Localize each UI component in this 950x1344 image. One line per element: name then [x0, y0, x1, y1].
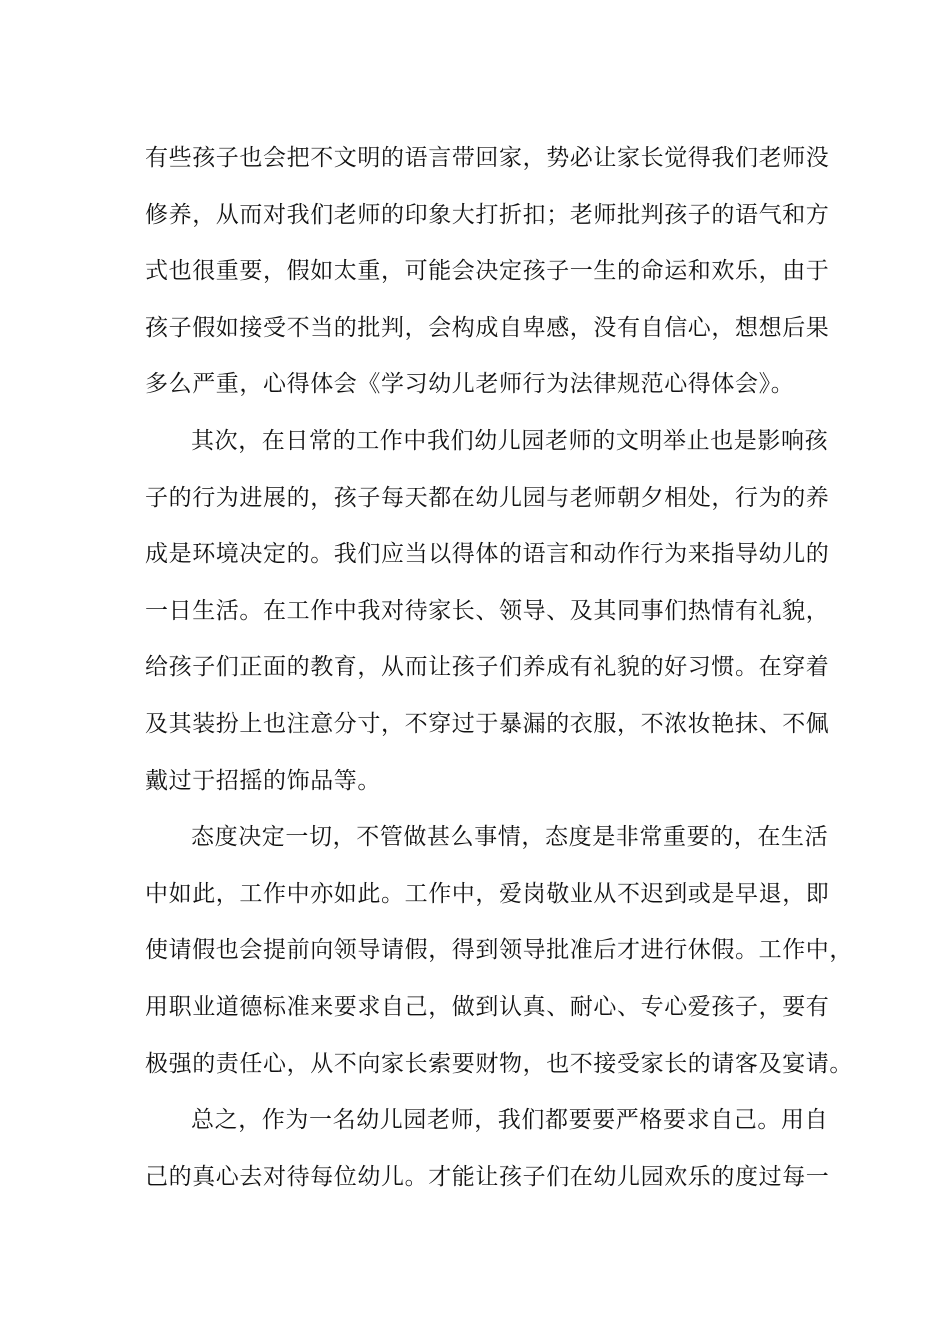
document-body [145, 130, 853, 1205]
text-line: 孩子假如接受不当的批判，会构成自卑感，没有自信心，想想后果 [145, 314, 830, 341]
text-line: 给孩子们正面的教育，从而让孩子们养成有礼貌的好习惯。在穿着 [145, 654, 830, 681]
text-line: 戴过于招摇的饰品等。 [145, 767, 381, 794]
paragraph-3 [145, 809, 853, 1092]
text-line: 多么严重，心得体会《学习幼儿老师行为法律规范心得体会》。 [145, 371, 795, 398]
text-line: 使请假也会提前向领导请假，得到领导批准后才进行休假。工作中， [145, 937, 853, 964]
text-line: 成是环境决定的。我们应当以得体的语言和动作行为来指导幼儿的 [145, 541, 830, 568]
text-line: 修养，从而对我们老师的印象大打折扣；老师批判孩子的语气和方 [145, 201, 830, 228]
text-line-indented: 其次，在日常的工作中我们幼儿园老师的文明举止也是影响孩 [191, 427, 829, 454]
paragraph-1 [145, 130, 845, 413]
text-line: 有些孩子也会把不文明的语言带回家，势必让家长觉得我们老师没 [145, 145, 830, 171]
text-line: 子的行为进展的，孩子每天都在幼儿园与老师朝夕相处，行为的养 [145, 484, 830, 511]
text-line: 式也很重要，假如太重，可能会决定孩子一生的命运和欢乐，由于 [145, 258, 830, 285]
text-line-indented: 态度决定一切，不管做甚么事情，态度是非常重要的，在生活 [191, 824, 829, 851]
text-line: 中如此，工作中亦如此。工作中，爱岗敬业从不迟到或是早退，即 [145, 880, 830, 907]
text-line: 己的真心去对待每位幼儿。才能让孩子们在幼儿园欢乐的度过每一 [145, 1163, 830, 1190]
text-line: 用职业道德标准来要求自己，做到认真、耐心、专心爱孩子，要有 [145, 993, 830, 1020]
paragraph-4 [145, 1092, 845, 1205]
paragraph-2 [145, 413, 845, 809]
text-line-indented: 总之，作为一名幼儿园老师，我们都要要严格要求自己。用自 [191, 1107, 829, 1134]
text-line: 极强的责任心，从不向家长索要财物，也不接受家长的请客及宴请。 [145, 1050, 853, 1077]
text-line: 一日生活。在工作中我对待家长、领导、及其同事们热情有礼貌， [145, 597, 830, 624]
text-line: 及其装扮上也注意分寸，不穿过于暴漏的衣服，不浓妆艳抹、不佩 [145, 710, 830, 737]
